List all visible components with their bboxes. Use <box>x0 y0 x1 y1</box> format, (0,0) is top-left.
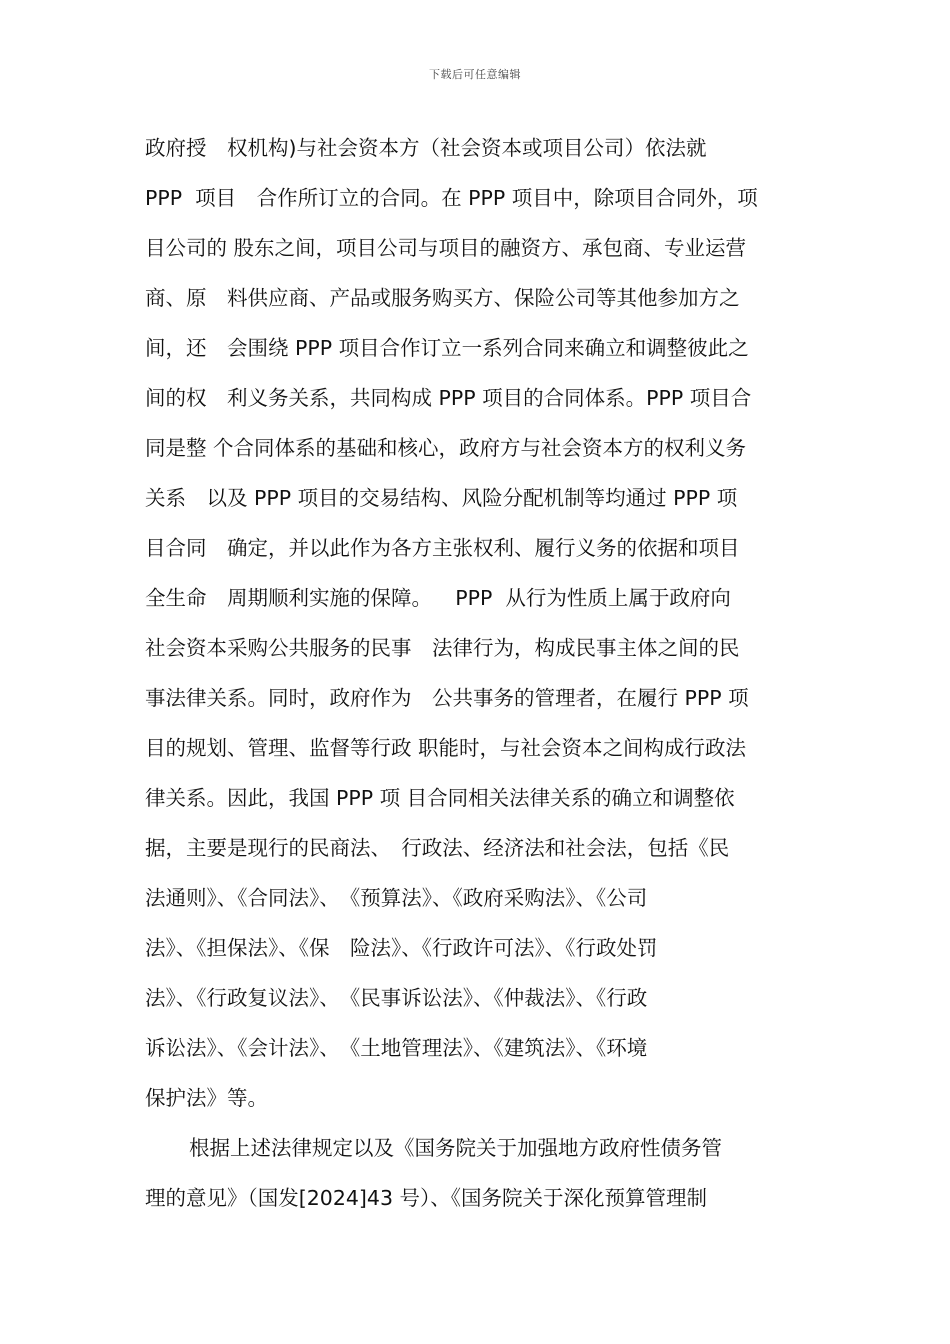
text-line: 理的意见》（国发[2024]43 号）、《国务院关于深化预算管理制 <box>145 1186 708 1210</box>
page-header: 下载后可任意编辑 <box>429 68 521 81</box>
document-body <box>145 128 810 1228</box>
text-line: 法》、《行政复议法》、 《民事诉讼法》、《仲裁法》、《行政 <box>145 986 648 1010</box>
text-line: 律关系。因此，我国 PPP 项 目合同相关法律关系的确立和调整依 <box>145 786 735 810</box>
text-line: 政府授 权机构)与社会资本方（社会资本或项目公司）依法就 <box>145 136 707 160</box>
text-line: 目公司的 股东之间，项目公司与项目的融资方、承包商、专业运营 <box>145 236 747 260</box>
paragraph-policy-basis <box>145 1128 810 1228</box>
text-line: 关系 以及 PPP 项目的交易结构、风险分配机制等均通过 PPP 项 <box>145 486 738 510</box>
text-line: 法通则》、《合同法》、 《预算法》、《政府采购法》、《公司 <box>145 886 648 910</box>
text-line: 据，主要是现行的民商法、 行政法、经济法和社会法，包括《民 <box>145 836 730 860</box>
text-line: 社会资本采购公共服务的民事 法律行为，构成民事主体之间的民 <box>145 636 740 660</box>
text-line: 法》、《担保法》、《保 险法》、《行政许可法》、《行政处罚 <box>145 936 658 960</box>
text-line: 保护法》等。 <box>145 1086 268 1110</box>
paragraph-legal-relations <box>145 128 810 1128</box>
text-line: PPP 项目 合作所订立的合同。在 PPP 项目中，除项目合同外，项 <box>145 186 758 210</box>
text-line: 诉讼法》、《会计法》、 《土地管理法》、《建筑法》、《环境 <box>145 1036 648 1060</box>
text-line: 目的规划、管理、监督等行政 职能时，与社会资本之间构成行政法 <box>145 736 747 760</box>
text-line: 间的权 利义务关系，共同构成 PPP 项目的合同体系。PPP 项目合 <box>145 386 752 410</box>
text-line: 事法律关系。同时，政府作为 公共事务的管理者，在履行 PPP 项 <box>145 686 749 710</box>
text-line: 根据上述法律规定以及《国务院关于加强地方政府性债务管 <box>189 1136 722 1160</box>
text-line: 间，还 会围绕 PPP 项目合作订立一系列合同来确立和调整彼此之 <box>145 336 749 360</box>
text-line: 全生命 周期顺利实施的保障。 PPP 从行为性质上属于政府向 <box>145 586 731 610</box>
text-line: 同是整 个合同体系的基础和核心，政府方与社会资本方的权利义务 <box>145 436 747 460</box>
text-line: 目合同 确定，并以此作为各方主张权利、履行义务的依据和项目 <box>145 536 740 560</box>
text-line: 商、原 料供应商、产品或服务购买方、保险公司等其他参加方之 <box>145 286 740 310</box>
